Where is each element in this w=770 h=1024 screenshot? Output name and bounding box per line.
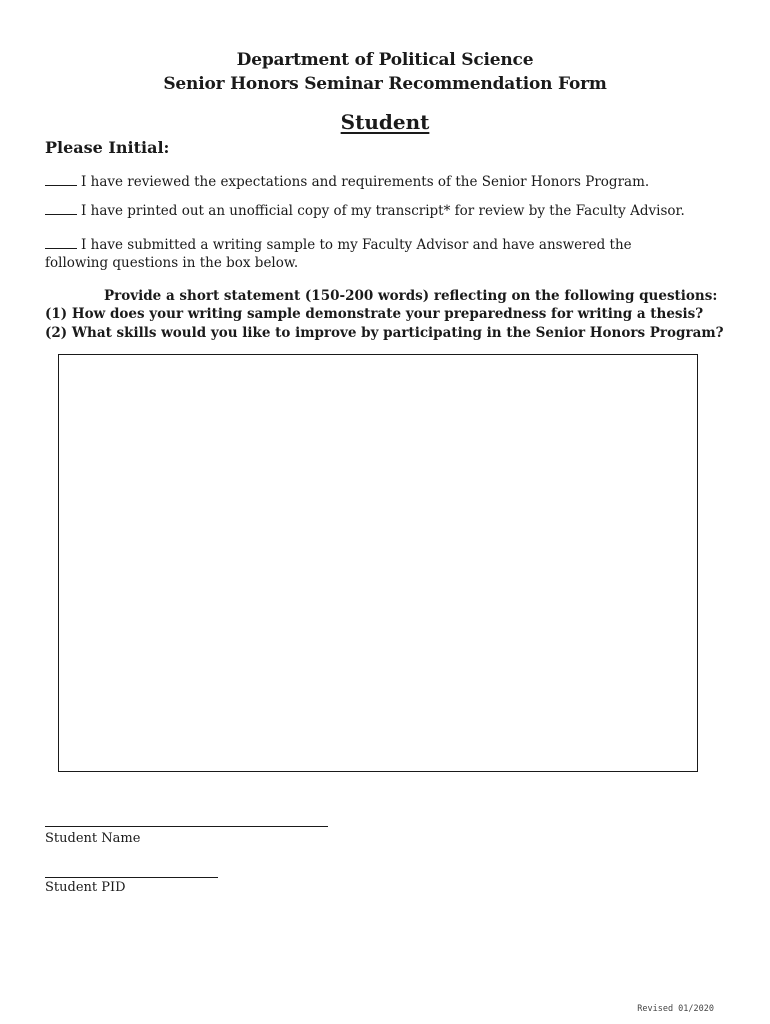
student-name-label: Student Name: [45, 831, 141, 846]
initial-blank[interactable]: [45, 236, 77, 249]
student-name-line[interactable]: [45, 826, 328, 827]
student-pid-line[interactable]: [45, 877, 218, 878]
initial-heading: Please Initial:: [45, 138, 170, 157]
initial-item-text: I have submitted a writing sample to my Faculty Advisor and have answered the following questions in the box below.: [45, 237, 632, 271]
revision-note: Revised 01/2020: [637, 1004, 714, 1014]
initial-item-text: I have printed out an unofficial copy of my transcript* for review by the Faculty Advisor.: [81, 203, 685, 219]
student-pid-label: Student PID: [45, 880, 126, 895]
section-heading: Student: [340, 110, 430, 134]
prompt-intro: Provide a short statement (150-200 words) reflecting on the following questions:: [104, 288, 718, 304]
department-title: Department of Political Science: [236, 50, 534, 70]
initial-blank[interactable]: [45, 173, 77, 186]
initial-item-transcript: [45, 202, 685, 220]
initial-item-writing-sample: [45, 236, 685, 272]
form-title: Senior Honors Seminar Recommendation Form: [163, 74, 607, 94]
initial-item-text: I have reviewed the expectations and requirements of the Senior Honors Program.: [81, 174, 650, 190]
initial-blank[interactable]: [45, 202, 77, 215]
prompt-question-2: (2) What skills would you like to improve by participating in the Senior Honors Program?: [45, 325, 724, 341]
response-box[interactable]: [58, 354, 698, 772]
initial-item-reviewed: [45, 173, 685, 191]
prompt-question-1: (1) How does your writing sample demonstrate your preparedness for writing a thesis?: [45, 306, 704, 322]
